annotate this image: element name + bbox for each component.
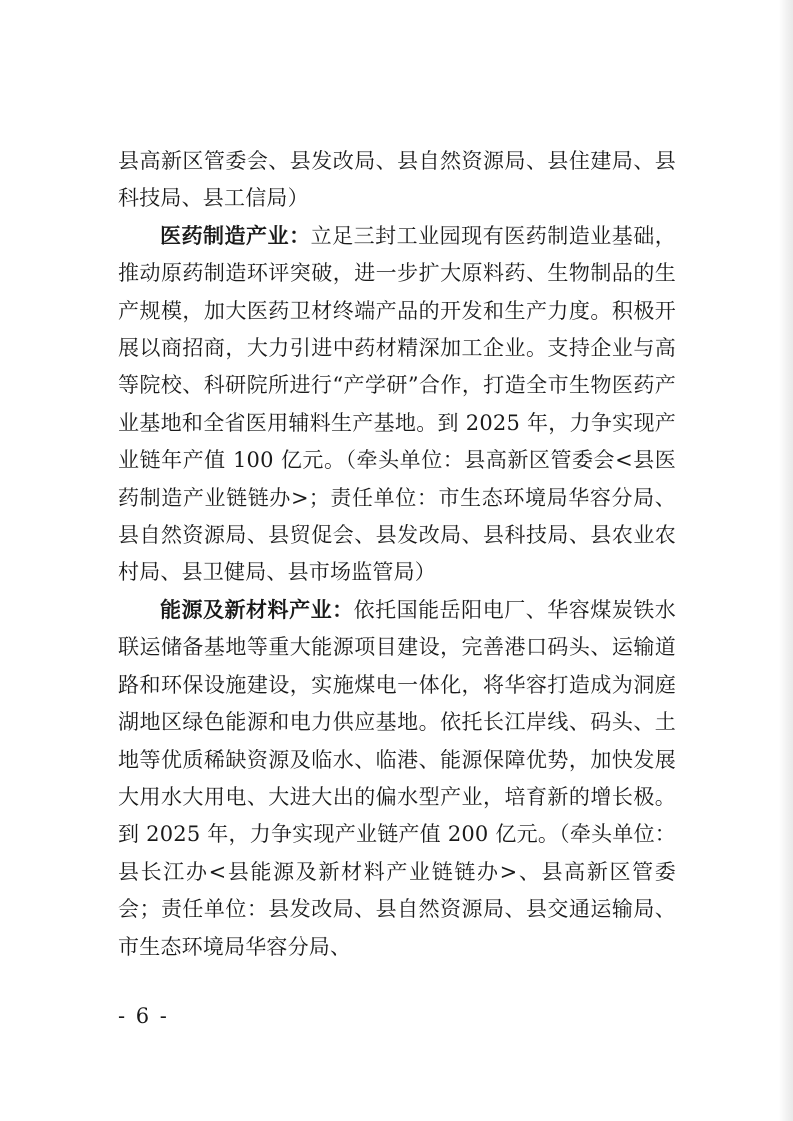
paragraph-text: 立足三封工业园现有医药制造业基础，推动原药制造环评突破，进一步扩大原料药、生物制品的生产规模，加大医药卫材终端产品的开发和生产力度。积极开展以商招商，大力引进中药材精深加工企业。支持企业与高等院校、科研院所进行“产学研”合作，打造全市生物医药产业基地和全省医用辅料生产基地。到 2025 年，力争实现产业链年产值 100 亿元。（牵头单位：县高新区管委会<县医药制造产业链链办>；责任单位：市生态环境局华容分局、县自然资源局、县贸促会、县发改局、县科技局、县农业农村局、县卫健局、县市场监管局） [118, 223, 676, 585]
page-edge-shadow [779, 0, 793, 1121]
document-body [118, 143, 676, 966]
page-number: - 6 - [118, 1004, 169, 1028]
paragraph-energy-industry [118, 592, 676, 966]
paragraph-continuation [118, 143, 676, 218]
paragraph-heading: 医药制造产业： [160, 223, 311, 248]
paragraph-text: 县高新区管委会、县发改局、县自然资源局、县住建局、县科技局、县工信局） [118, 149, 676, 211]
paragraph-text: 依托国能岳阳电厂、华容煤炭铁水联运储备基地等重大能源项目建设，完善港口码头、运输道路和环保设施建设，实施煤电一体化，将华容打造成为洞庭湖地区绿色能源和电力供应基地。依托长江岸线、码头、土地等优质稀缺资源及临水、临港、能源保障优势，加快发展大用水大用电、大进大出的偏水型产业，培育新的增长极。到 2025 年，力争实现产业链产值 200 亿元。（牵头单位：县长江办<县能源及新材料产业链链办>、县高新区管委会；责任单位：县发改局、县自然资源局、县交通运输局、市生态环境局华容分局、 [118, 597, 676, 959]
paragraph-pharma-industry [118, 218, 676, 592]
paragraph-heading: 能源及新材料产业： [160, 597, 354, 622]
